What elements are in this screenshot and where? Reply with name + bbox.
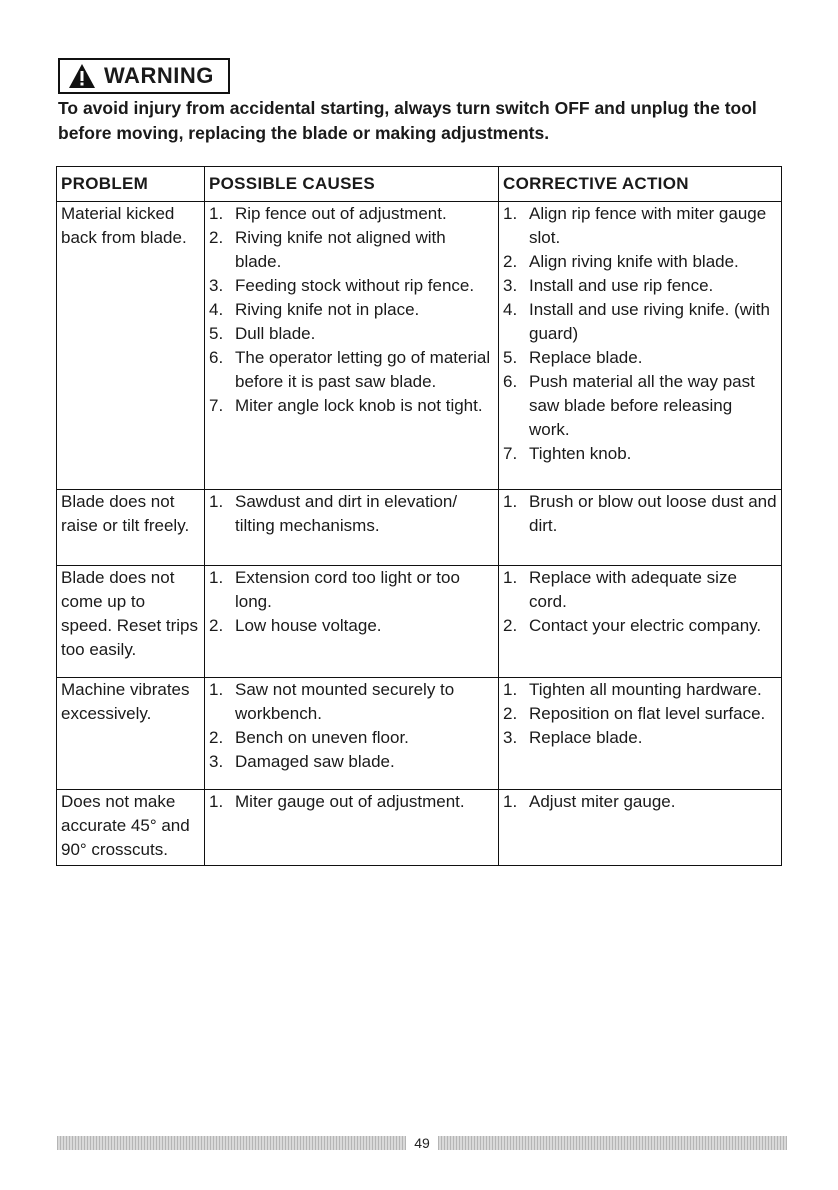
warning-text: To avoid injury from accidental starting, always turn switch OFF and unplug the tool before moving, replacing the blade or making adjustments. (58, 98, 757, 143)
step-number: 1. (503, 492, 518, 511)
step-text: Riving knife not in place. (235, 300, 420, 319)
step-number: 3. (503, 728, 518, 747)
step-number: 1. (209, 792, 224, 811)
actions-cell (499, 790, 782, 866)
step-text: Miter gauge out of adjustment. (235, 792, 465, 811)
step-number: 2. (503, 616, 518, 635)
list-item (209, 614, 494, 638)
step-number: 1. (503, 792, 518, 811)
step-text: Push material all the way past saw blade before releasing work. (529, 372, 755, 439)
list-item (503, 346, 777, 370)
step-text: Dull blade. (235, 324, 316, 343)
step-text: The operator letting go of material before it is past saw blade. (235, 348, 491, 391)
step-number: 4. (503, 300, 518, 319)
list-item (503, 274, 777, 298)
step-text: Install and use riving knife. (with guard) (529, 300, 770, 343)
step-text: Damaged saw blade. (235, 752, 395, 771)
actions-cell (499, 566, 782, 678)
step-number: 3. (209, 276, 224, 295)
step-number: 2. (503, 252, 518, 271)
footer-bar-left (57, 1136, 406, 1150)
step-number: 7. (503, 444, 518, 463)
step-text: Tighten knob. (529, 444, 632, 463)
list-item (209, 202, 494, 226)
list-item (503, 442, 777, 466)
step-text: Tighten all mounting hardware. (529, 680, 762, 699)
step-text: Rip fence out of adjustment. (235, 204, 447, 223)
list-item (209, 274, 494, 298)
list-item (503, 490, 777, 538)
page-footer (57, 1133, 787, 1153)
list-item (503, 202, 777, 250)
step-text: Reposition on flat level surface. (529, 704, 766, 723)
list-item (503, 566, 777, 614)
list-item (209, 322, 494, 346)
problem-cell: Blade does not come up to speed. Reset trips too easily. (57, 566, 205, 678)
step-number: 3. (209, 752, 224, 771)
warning-label-box (58, 58, 230, 94)
step-number: 1. (209, 204, 224, 223)
step-number: 6. (503, 372, 518, 391)
step-text: Bench on uneven floor. (235, 728, 409, 747)
step-number: 3. (503, 276, 518, 295)
step-number: 5. (209, 324, 224, 343)
step-number: 1. (209, 492, 224, 511)
warning-label: WARNING (104, 63, 214, 88)
causes-cell (205, 490, 499, 566)
actions-cell (499, 202, 782, 490)
list-item (209, 750, 494, 774)
table-row (57, 566, 782, 678)
step-text: Sawdust and dirt in elevation/ tilting mechanisms. (235, 492, 458, 535)
step-text: Saw not mounted securely to workbench. (235, 680, 455, 723)
page-number: 49 (414, 1135, 430, 1151)
table-row (57, 790, 782, 866)
step-number: 5. (503, 348, 518, 367)
causes-cell (205, 566, 499, 678)
list-item (503, 790, 777, 814)
problem-cell: Blade does not raise or tilt freely. (57, 490, 205, 566)
list-item (503, 678, 777, 702)
list-item (503, 250, 777, 274)
list-item (209, 726, 494, 750)
problem-cell: Machine vibrates excessively. (57, 678, 205, 790)
list-item (209, 298, 494, 322)
causes-cell (205, 202, 499, 490)
list-item (209, 790, 494, 814)
step-number: 1. (503, 204, 518, 223)
list-item (503, 614, 777, 638)
list-item (503, 298, 777, 346)
step-text: Align riving knife with blade. (529, 252, 739, 271)
step-number: 2. (209, 616, 224, 635)
step-number: 6. (209, 348, 224, 367)
list-item (503, 702, 777, 726)
step-number: 1. (209, 568, 224, 587)
step-number: 2. (503, 704, 518, 723)
step-text: Replace blade. (529, 728, 643, 747)
list-item (209, 490, 494, 538)
step-number: 7. (209, 396, 224, 415)
step-text: Replace with adequate size cord. (529, 568, 737, 611)
step-number: 4. (209, 300, 224, 319)
warning-triangle-icon (68, 63, 96, 89)
list-item (209, 394, 494, 418)
step-number: 2. (209, 728, 224, 747)
list-item (209, 566, 494, 614)
header-corrective-action: CORRECTIVE ACTION (499, 167, 782, 202)
problem-cell: Material kicked back from blade. (57, 202, 205, 490)
troubleshooting-table (56, 166, 782, 866)
step-number: 1. (503, 680, 518, 699)
causes-cell (205, 678, 499, 790)
step-text: Brush or blow out loose dust and dirt. (529, 492, 777, 535)
step-text: Riving knife not aligned with blade. (235, 228, 446, 271)
step-text: Low house voltage. (235, 616, 382, 635)
actions-cell (499, 678, 782, 790)
step-text: Extension cord too light or too long. (235, 568, 460, 611)
causes-cell (205, 790, 499, 866)
problem-cell: Does not make accurate 45° and 90° crosscuts. (57, 790, 205, 866)
table-header-row (57, 167, 782, 202)
header-problem: PROBLEM (57, 167, 205, 202)
header-possible-causes: POSSIBLE CAUSES (205, 167, 499, 202)
list-item (503, 726, 777, 750)
footer-bar-right (438, 1136, 787, 1150)
step-number: 1. (503, 568, 518, 587)
table-row (57, 490, 782, 566)
step-text: Feeding stock without rip fence. (235, 276, 475, 295)
step-number: 1. (209, 680, 224, 699)
list-item (209, 346, 494, 394)
actions-cell (499, 490, 782, 566)
step-text: Replace blade. (529, 348, 643, 367)
step-text: Align rip fence with miter gauge slot. (529, 204, 767, 247)
list-item (209, 226, 494, 274)
table-row (57, 202, 782, 490)
step-text: Install and use rip fence. (529, 276, 714, 295)
step-text: Contact your electric company. (529, 616, 762, 635)
list-item (503, 370, 777, 442)
step-text: Adjust miter gauge. (529, 792, 676, 811)
list-item (209, 678, 494, 726)
step-text: Miter angle lock knob is not tight. (235, 396, 483, 415)
step-number: 2. (209, 228, 224, 247)
table-row (57, 678, 782, 790)
